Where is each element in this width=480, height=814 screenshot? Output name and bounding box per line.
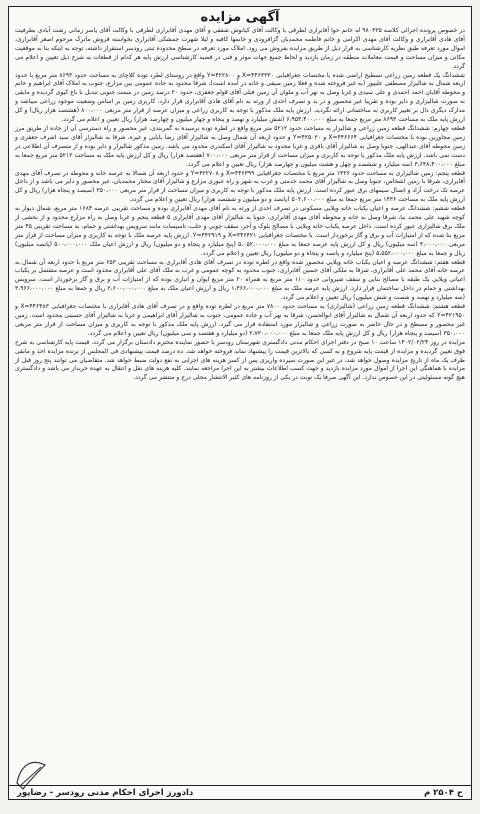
paragraph-plot-3: ششدانگ یک قطعه زمین زراعی تسطیح اراضی شده با مختصات جغرافیایی X=۴۴۶۳۳۳۰ و Y=۴۲۲۸۰۰ واقع در روستای لطرد توده کلاچای به مساحت حدود ۸۶۹۳ متر مربع با حدود اربعه شمال به شالیزار مصطفی علیپور (به غیر فروخته شده و فعلا زمین صیفی و خانه در آمده است)، شرقا محدود به جاده عمومی بین مزارع، جنوب به املاک آقای ابراهیم و خانم و محوطه آقایان احمد احمدی و علی سیدی و غربا وصل به نهر آب و ملوان آن زمین قبلی آقای قوام جعفری، حدود ۲۰ درصد زمین در سمت جنوبی تبدیل با باغ کیوی گردیده و مابقی به صورت شالیزاری و دایر بوده و تقریبا غیر محصور و در ید و تصرف احدی از ورثه به نام آقای هادی آقابراری قرار دارد. کاربری زمین بر اساس وضعیت موجود زراعی میباشد و مدارک دیگری دال بر تغییر کاربری به ساختمانی ارائه نگردید. ارزش پایه ملک مذکور با توجه به کاربری زراعی و میزان عرصه از قرار متر مربعی ۸۰۰،۰۰۰ (هشتصد هزار ریال) و کل ارزش پایه ملک به مساحت ۸۶۹۳ متر مربع جمعا به مبلغ ۶،۹۵۴،۴۰۰،۰۰۰ (شش میلیارد و نهصد و پنجاه و چهار میلیون و چهارصد هزار) ریال تعیین و اعلام می گردد. [15, 71, 466, 124]
paragraph-intro: در خصوص پرونده اجرائی کلاسه ۹۸۰۳۳۵ له خانم حوا آقابراری لطرقی با وکالت آقای کیانوش شفقی و آقای مهدی آقابراری لطرقی با وکالت آقای یاسر زمانی رشت آبادی بطرفیت آقای هادی آقابراری و وکالت آقای مهدی اکرامی و خانم فاطمه محمدیان گزافرودی و خانمها کافیه و لیلا شهرت جمشکی آقابراری بخواسته فروش ماترک مرحوم اصغر آقابراری، اموال مورد تعرفه طبق نظریه کارشناسی به قرار ذیل از طریق مزایده بفروش می رود. املاک مورد تعرفه در سطح محدوده ثبتی رودسر استقرار داشته، توجه به اینکه بنا به موقعیت مکانی و میزان مساحت و قیمت معاملات منطقه در زمان بازدید و لحاظ جمیع جهات موثر و فنی در قضیه کارشناسی ارزش پایه هر کدام از قطعات به شرح ذیل تعیین و اعلام می گردد. [15, 27, 466, 70]
notice-title: آگهی مزایده [200, 10, 280, 25]
notice-footer [9, 785, 471, 799]
paragraph-conditions: مزایده در روز ۱۴۰۲/۰۲/۲۴ ساعت ۱۰ صبح در دفتر اجرای احکام مدنی دادگستری شهرستان رودسر با حضور نماینده محترم دادستان برگزار می گردد. قیمت پایه کارشناسی به شرح فوق تعیین گردیده و مزایده از قیمت پایه شروع و به کسی که بالاترین قیمت را پیشنهاد نماید فروخته خواهد شد. ده درصد قیمت پیشنهادی فی المجلس از برنده مزایده اخذ و مابقی ظرف یک ماه از تاریخ مزایده وصول خواهد شد، در غیر این صورت سپرده واریزی پس از کسر هزینه های اجرایی به نفع دولت ضبط خواهد شد. متقاضیان می توانند پنج روز قبل از مزایده با هماهنگی این اجرا از اموال مورد مزایده بازدید و جهت کسب اطلاعات بیشتر به این اجرا مراجعه نمایند. کلیه هزینه های نقل و انتقال به عهده خریدار می باشد و دادگستری هیچ گونه مسئولیتی در این خصوص ندارد. این آگهی صرفا یک نوبت در یکی از روزنامه های کثیر الانتشار محلی درج و منتشر می گردد. [15, 338, 465, 382]
auction-notice [8, 6, 472, 800]
paragraph-plot-6: قطعه ششم: ششدانگ عرصه و اعیان یکباب خانه ویلایی مسکونی در تصرف احدی از ورثه به نام آقای مهدی آقابراری بوده و مساحت تقریبی عرصه ۱۶۸۴ متر مربع، شمال دیوار به کوچه شهید علی محمد نیا، شرقا وصل به خانه و محوطه آقای مهدی آقابراری، جنوبا به شالیزار آقای مهدی آقابراری ۵ قطعه پنجم و غربا وصل به راه مزارع محدود و از بخشی از ملک برق شالیزاری عبور کرده است. داخل عرصه یکباب خانه ویلایی با مصالح بلوک و آجر، سقف چوبی و حلب، تاسیسات مانند سرویس بهداشتی و حمام، به مساحت تقریبی ۴۵ متر مربع بنا شده که از امتیازات آب و برق و گاز برخوردار است. با مختصات جغرافیایی X=۴۴۶۴۲۱ و Y=۴۴۲۹۱۹. ارزش پایه عرصه ملک با توجه به کاربری و میزان مساحت از قرار متر مربعی ۳،۰۰۰،۰۰۰ (سه میلیون) ریال و کل ارزش پایه عرصه جمعا به مبلغ ۵،۰۵۲،۰۰۰،۰۰۰ (پنج میلیارد و پنجاه و دو میلیون) ریال و ارزش اعیان ملک ۵۰۰،۰۰۰،۰۰۰ (پانصد میلیون) ریال و جمعا به مبلغ ۵،۵۵۲،۰۰۰،۰۰۰ (پنج میلیارد و پانصد و پنجاه و دو میلیون) ریال تعیین و اعلام می گردد. [15, 205, 465, 257]
paragraph-plot-8: قطعه هشتم: ششدانگ قطعه زمین زراعی (شالیزاری) به مساحت حدود ۷۸۰۰ متر مربع در لطره توده واقع و در تصرف آقای هادی آقابراری با مختصات جغرافیایی X=۴۴۶۴۸۳ و Y=۴۲۱۹۵۰ که حدود اربعه آن شمال به شالیزار آقای ابوالحسن، شرقا به نهر آب و جاده عمومی، جنوب به شالیزار آقای ابراهیمی و غربا به شالیزار آقای حسینی محدود است. زمین غیر محصور و مسطح و در حال حاضر به صورت زراعی و شالیزار مورد استفاده قرار می گیرد. ارزش پایه ملک مذکور با توجه به کاربری و میزان مساحت از قرار متر مربعی ۳۵۰،۰۰۰ (سیصد و پنجاه هزار) ریال و کل ارزش پایه ملک جمعا به مبلغ ۲،۷۳۰،۰۰۰،۰۰۰ (دو میلیارد و هفتصد و سی میلیون) ریال تعیین و اعلام می گردد. [15, 303, 465, 337]
paragraph-plot-4: قطعه چهارم: ششدانگ قطعه زمین زراعی و شالیزار به مساحت حدود ۵۲۱۲ متر مربع واقع در لطره توده نرسیده به گمربندی، غیر محصور و راه دسترسی آن از جاده از طریق مرز زمین مجاورین بوده با مختصات جغرافیایی X=۴۴۶۶۶۴ و Y=۴۲۵۰۲۰ و حدود اربعه آن شمال وصل به شالیزار آقای رضا بابایی و غیره، شرقا به شالیزار آقای سید اشرف جعفری و زمین محوطه آقای عبدالهی، جنوبا وصل به شالیزار آقای باقری و غربا محدود به شالیزار آقای اسکندری محدود می باشد. زمین مذکور شالیزار و دایر بوده و از متصرف آن اطلاعی در دست نمی باشد. ارزش پایه ملک مذکور با توجه به کاربری و میزان مساحت از قرار متر مربعی ۷۰۰،۰۰۰ (هفتصد هزار) ریال و کل ارزش پایه ملک به مساحت ۵۲۱۲ متر مربع جمعا به مبلغ ۳،۶۴۸،۴۰۰،۰۰۰ (سه میلیارد و ششصد و چهل و هشت میلیون و چهارصد هزار) ریال تعیین و اعلام می گردد. [15, 124, 466, 168]
notice-body [9, 27, 471, 383]
footer-issuer: دادورز اجرای احکام مدنی رودسر - رضاپور [17, 787, 194, 798]
footer-reference: ح ۲۵۰۴ م [423, 787, 463, 798]
paragraph-plot-5: قطعه پنجم: زمین شالیزاری به مساحت حدود ۱۴۳۶ متر مربع با مختصات جغرافیایی X=۴۴۶۳۹۹ و Y=۴۲۲۷۰۸ و حدود اربعه آن شمالا به عرصه خانه و محوطه در تصرف آقای مهدی آقابراری، شرقا با زمین اشخاص، جنوبا وصل به شالیزار آقای محمد خدمتی و غرب به شهر و راه عبوری مزارع و شالیزار آقای مختار محمدیان، غیر محصور و دایر می باشد و از داخل عرصه تک درخت آزاد و اتصال سیمهای برق عبور کرده است. ارزش پایه ملک مذکور با توجه به کاربری و میزان مساحت از قرار متر مربعی ۳۵۰،۰۰۰ (سیصد و پنجاه هزار) ریال و کل ارزش پایه ملک به مساحت ۱۴۳۶ متر مربع جمعا به مبلغ ۵۰۲،۶۰۰،۰۰۰ (پانصد و دو میلیون و ششصد هزار) ریال تعیین و اعلام می گردد. [15, 169, 466, 204]
paragraph-plot-7: قطعه هفتم: ششدانگ عرصه و اعیان یکباب خانه ویلایی محصور شده واقع در لطره توده در تصرف آقای هادی آقابراری به مساحت تقریبی ۶۵۳ متر مربع با حدود اربعه آن شمال به عرصه خانه آقای محمد علی آقابراری، شرقا به ملکی آقای حسین آقابراری، جنوب محدود به کوچه عمومی و غرب به ملک آقای علی آقابراری محدود است و عرصه مشتمل بر یکباب اعیانی ویلایی یک طبقه با مصالح بنایی و سقف شیروانی حدود ۱۱۰ متر مربع به همراه ۲۰ متر مربع ایوان و انباری بوده که از امتیازات آب و برق و گاز برخوردار است. سرویس بهداشتی و حمام در داخل ساختمان قرار دارد. ارزش پایه عرصه ملک به مبلغ ۱،۳۶۶،۰۰۰،۰۰۰ ریال و ارزش اعیان ملک به مبلغ ۲،۶۰۰،۰۰۰،۰۰۰ ریال و جمعا به مبلغ ۳،۹۶۶،۰۰۰،۰۰۰ (سه میلیارد و نهصد و شصت و شش میلیون) ریال تعیین و اعلام می گردد. [15, 258, 466, 302]
